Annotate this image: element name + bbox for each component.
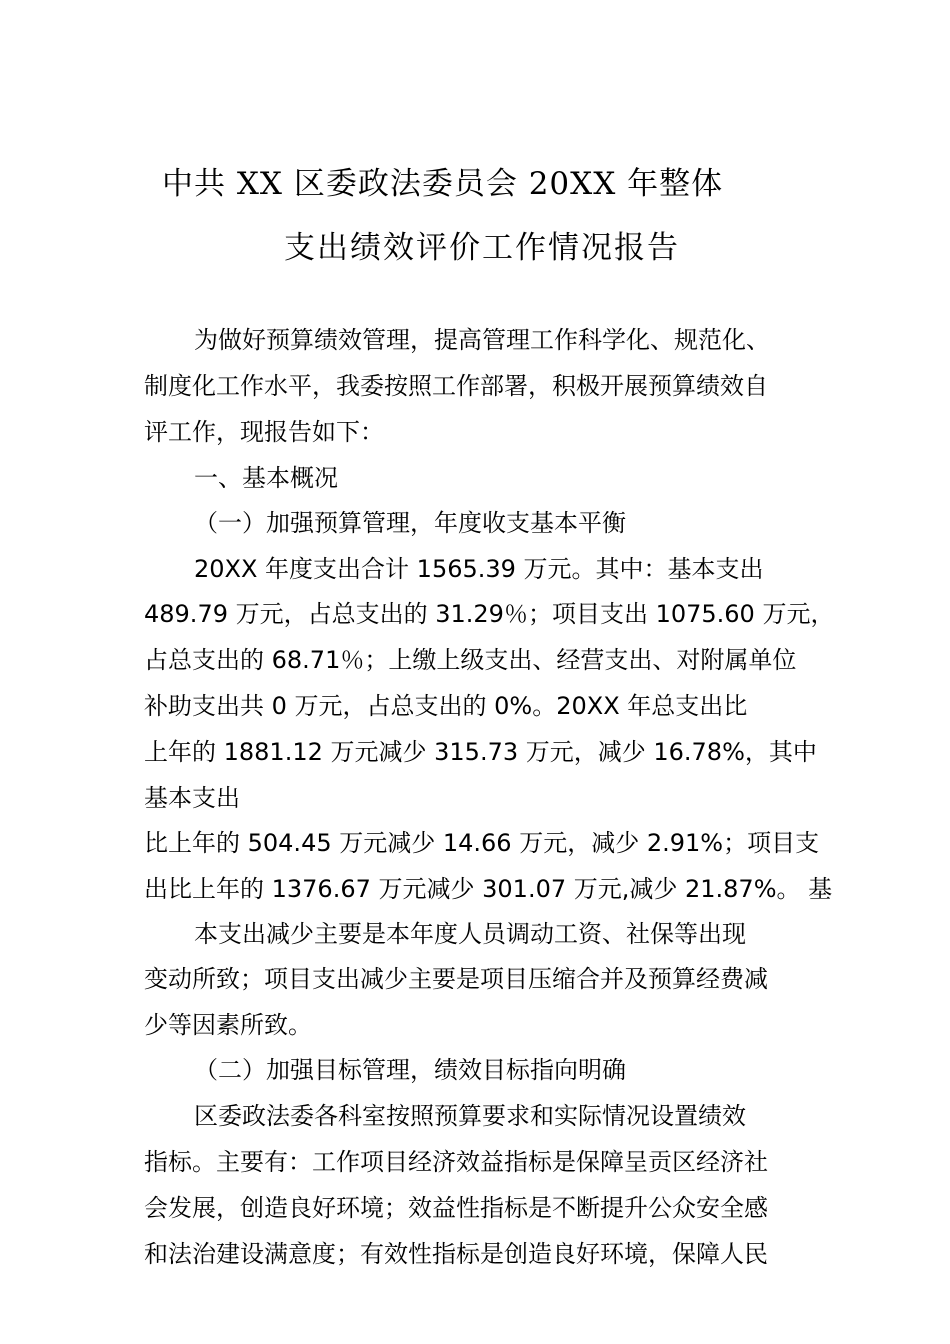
paragraph-line: 评工作，现报告如下： — [144, 418, 384, 446]
subsection-heading: （二）加强目标管理，绩效目标指向明确 — [194, 1056, 626, 1084]
section-heading: 一、基本概况 — [194, 464, 338, 492]
paragraph-line: 489.79 万元，占总支出的 31.29％；项目支出 1075.60 万元， — [144, 600, 835, 628]
paragraph-line: 指标。主要有：工作项目经济效益指标是保障呈贡区经济社 — [144, 1148, 768, 1176]
paragraph-line: 和法治建设满意度；有效性指标是创造良好环境，保障人民 — [144, 1240, 768, 1268]
paragraph-line: 为做好预算绩效管理，提高管理工作科学化、规范化、 — [194, 326, 770, 354]
paragraph-line: 补助支出共 0 万元，占总支出的 0%。20XX 年总支出比 — [144, 692, 748, 720]
paragraph-line: 基本支出 — [144, 784, 240, 812]
paragraph-line: 区委政法委各科室按照预算要求和实际情况设置绩效 — [194, 1102, 746, 1130]
paragraph-line: 变动所致；项目支出减少主要是项目压缩合并及预算经费减 — [144, 965, 768, 993]
paragraph-line: 上年的 1881.12 万元减少 315.73 万元，减少 16.78%，其中 — [144, 738, 817, 766]
paragraph-line: 本支出减少主要是本年度人员调动工资、社保等出现 — [194, 920, 746, 948]
paragraph-line: 占总支出的 68.71％；上缴上级支出、经营支出、对附属单位 — [144, 646, 797, 674]
paragraph-line: 20XX 年度支出合计 1565.39 万元。其中：基本支出 — [194, 555, 764, 583]
paragraph-line: 比上年的 504.45 万元减少 14.66 万元，减少 2.91%；项目支 — [144, 829, 820, 857]
paragraph-line: 会发展，创造良好环境；效益性指标是不断提升公众安全感 — [144, 1194, 768, 1222]
subsection-heading: （一）加强预算管理，年度收支基本平衡 — [194, 509, 626, 537]
paragraph-line: 少等因素所致。 — [144, 1011, 312, 1039]
paragraph-line: 出比上年的 1376.67 万元减少 301.07 万元,减少 21.87%。 基 — [144, 875, 833, 903]
document-title-line-2: 支出绩效评价工作情况报告 — [284, 230, 680, 266]
document-title-line-1: 中共 XX 区委政法委员会 20XX 年整体 — [162, 166, 724, 202]
paragraph-line: 制度化工作水平，我委按照工作部署，积极开展预算绩效自 — [144, 372, 768, 400]
